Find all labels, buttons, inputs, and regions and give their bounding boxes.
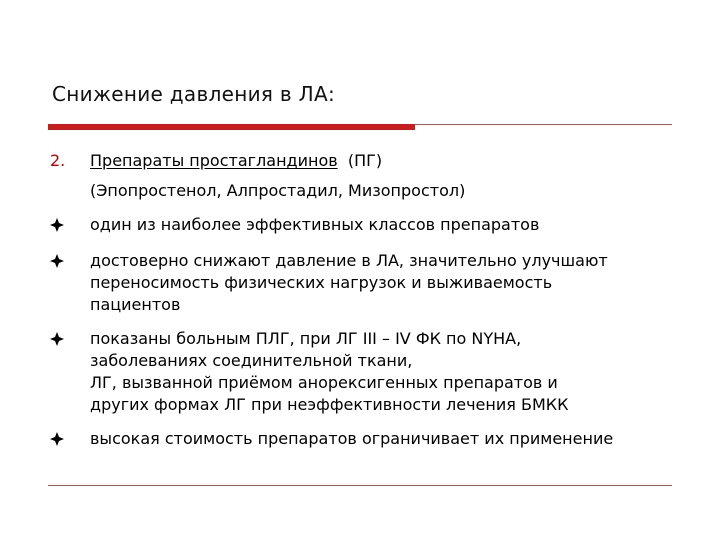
section-title-link[interactable]: Препараты простагландинов <box>90 151 338 170</box>
slide-title: Снижение давления в ЛА: <box>52 82 336 106</box>
title-rule-accent <box>48 124 415 130</box>
diamond-bullet-icon <box>50 432 64 446</box>
bullet-line: ЛГ, вызванной приёмом анорексигенных препаратов и <box>90 373 558 392</box>
numbered-item-text <box>90 150 690 202</box>
bullet-line: пациентов <box>90 295 181 314</box>
diamond-bullet-icon <box>50 254 64 268</box>
bullet-line: достоверно снижают давление в ЛА, значительно улучшают <box>90 251 608 270</box>
bullet-line: высокая стоимость препаратов ограничивает их применение <box>90 429 614 448</box>
bullet-item-1 <box>50 214 690 238</box>
bullet-item-3 <box>50 328 690 416</box>
bullet-line: заболеваниях соединительной ткани, <box>90 351 413 370</box>
numbered-item <box>50 150 690 202</box>
item-number: 2. <box>50 151 66 170</box>
bullet-text <box>90 250 690 316</box>
diamond-bullet-icon <box>50 332 64 346</box>
slide-content <box>50 150 690 452</box>
bullet-text <box>90 214 690 236</box>
diamond-bullet-icon <box>50 218 64 232</box>
bullet-line: один из наиболее эффективных классов препаратов <box>90 215 540 234</box>
bullet-text <box>90 328 690 416</box>
section-title-suffix: (ПГ) <box>347 151 383 170</box>
bullet-line: показаны больным ПЛГ, при ЛГ III – IV ФК по NYHA, <box>90 329 522 348</box>
section-heading-line <box>90 150 690 172</box>
bullet-item-4 <box>50 428 690 452</box>
bullet-text <box>90 428 690 450</box>
bullet-item-2 <box>50 250 690 316</box>
bullet-line: переносимость физических нагрузок и выживаемость <box>90 273 553 292</box>
bullet-line: других формах ЛГ при неэффективности лечения БМКК <box>90 395 569 414</box>
section-subtitle: (Эпопростенол, Алпростадил, Мизопростол) <box>90 181 466 200</box>
footer-rule <box>48 485 672 486</box>
